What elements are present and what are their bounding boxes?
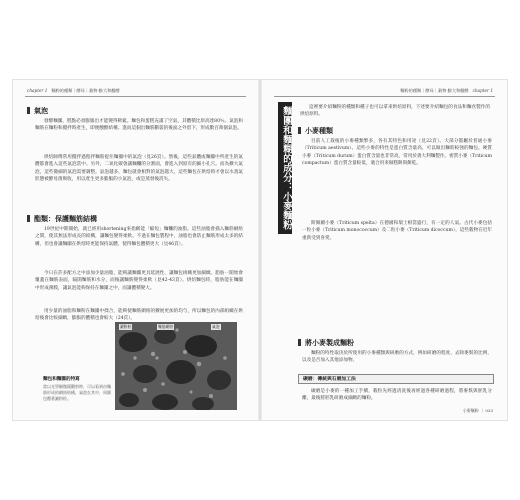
- subsection-box: [298, 374, 494, 384]
- caption-title: 麵包和麵團的特寫: [43, 377, 80, 382]
- figure-caption: [43, 376, 111, 402]
- paragraph: 碾磨是小麥的一種加工手續，穀粒先經過清洗後再經過各種研磨過程，將麥麩與胚乳分離，最後將胚乳研磨成細緻的麵粉。: [302, 389, 492, 402]
- intro-paragraph: 這裡要介紹麵粉的種類和種子也可以拿來烘焙原料，下述要介紹麵包的食品和麵食製作的烘焙原料。: [300, 105, 490, 118]
- header-rule: [274, 96, 495, 97]
- page-number: 小麥麵粉 ｜ 033: [462, 408, 493, 413]
- paragraph: 烘焙師傅常用攪拌過程拌麵筋捉住麵團中的氣泡（見26頁）。然後，這些氣體或麵團中所產生的氣體都會進入這些氣泡當中。另外，二氧化碳會讓麵糰的分割面，會進入到原有的細小孔穴。而為擴大氣泡，這些微細的氣泡需要調整。氣泡越多，麵包就會相對的氣泡越大。這些麵包在烘焙時才會以水蒸氣狀態被酵母菌吸收，用以產生更多膨脹的小氣泡，或是蒸發後消失。: [35, 155, 243, 183]
- section-heading: 將小麥製成麵粉: [298, 338, 354, 348]
- left-page: [13, 80, 258, 420]
- vertical-chapter-title: 麵團和麵糊的成分：小麥麵粉: [278, 102, 292, 234]
- section-heading: 小麥種類: [298, 126, 333, 136]
- paragraph: 目前人工栽植的小麥種類繁多，各有其特色和用途（見22頁）。大部分都屬於普通小麥（Triticum aestivum）。這些小麥的特性是蛋白質含量高，可以做出麵筋較強的麵包。硬質小麥（Triticum durum）蛋白質含量也非常高，常用於義大利麵製作。密質小麥（Triticum compactum）蛋白質含量較低，適合用來做糕餅與餅乾。: [302, 139, 492, 167]
- chapter-label: chapter 1: [472, 88, 493, 93]
- running-head-title: 麵粉的種類｜酵母｜穀物·膨大和醱酵: [51, 88, 120, 93]
- microscope-photo: [115, 322, 237, 410]
- figure-label: 麵筋網絡: [158, 324, 174, 329]
- paragraph: 用少量的油脂和麵粉在麵團中揉合，能夠使麵筋網絡的擴展更加的均勻，所以麵包的內部組織在烘焙後會比較細緻，膨脹的體積也會較大（24頁）。: [35, 309, 243, 322]
- paragraph: 麵粉的特性取決於所使用的小麥種類與研磨的方式，例如研磨的程度、去除麥麩的比例，以及是否加入其他添加物。: [302, 351, 492, 364]
- book-spread: [13, 80, 507, 420]
- left-running-head: [27, 88, 120, 94]
- chapter-label: chapter 1: [27, 88, 48, 93]
- section-heading: 酯類：保護麵筋結構: [27, 214, 97, 224]
- paragraph: 發酵麵團、糕點必須膨脹出才能變得軟鬆。麵包和蛋糕充滿了空氣，其體積比原高達80％。氣泡和麵筋在麵粉和攪拌時產生，即便醱酵結構。進而這個出麵筋斷裂的後面之外留下，形成數百萬個氣泡。: [35, 119, 243, 132]
- heading-bar-icon: [27, 107, 30, 114]
- running-head-title: 麵粉的種類｜酵母｜穀物·膨大和醱酵: [400, 88, 469, 93]
- figure-label: 氣泡: [212, 324, 220, 329]
- right-page: [262, 80, 507, 420]
- section-heading: 氣泡: [27, 106, 48, 116]
- figure-label: 澱粉粒: [120, 324, 132, 329]
- dough-micrograph-image: [115, 322, 237, 410]
- header-rule: [25, 96, 246, 97]
- right-running-head: [400, 88, 493, 94]
- paragraph: 今日在許多配方之中添加少量油脂，能夠讓麵團更具延展性，讓麵包組織更加細緻。脂肪一開始會覆蓋在麵筋表面，隔開麵筋和水分，而後讓麵筋變得柔軟（見42-43頁）。烘焙麵包時，脂肪能在麵團中形成薄膜，讓氣泡能夠保持在麵團之中，而讓體積變大。: [35, 271, 243, 291]
- caption-body: 當以光學顯微鏡觀察時，可以看到由麵筋形成的網絡結構，氣泡在其中，周圍包覆著澱粉粒。: [43, 384, 111, 401]
- subsection-label: 碾磨：傳統與石磨加工法: [303, 376, 356, 382]
- paragraph: 19世紀中期開始，就已經用shortening來指稱能「縮短」麵糰的油脂。這些油脂會插入麵筋網絡之間，使其無法形成長的結構，讓麵包變得柔軟。不過在麵包製程中，油脂也會防止麵筋形成太多的結構，但也會讓麵團在烘焙時更能保持氣體，使得麵包體積更大（見46頁）。: [35, 227, 243, 247]
- heading-bar-icon: [27, 215, 30, 222]
- paragraph: 斯佩爾小麥（Triticum spelta）在德國和瑞士相當盛行，有一定的人氣。古代小麥包括一粒小麥（Triticum monococcum）及二粒小麥（Triticum dicoccum），這些穀物在近年重新受到喜愛。: [302, 221, 492, 241]
- heading-bar-icon: [298, 339, 301, 346]
- heading-bar-icon: [298, 127, 301, 134]
